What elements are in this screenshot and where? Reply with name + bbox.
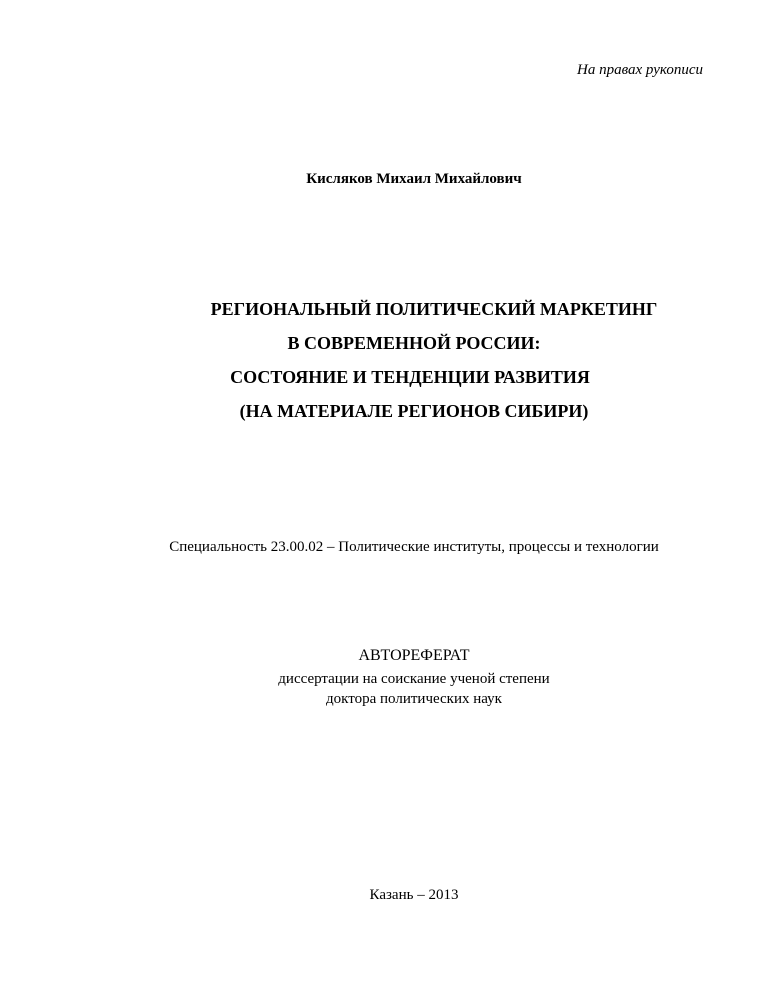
manuscript-note: На правах рукописи bbox=[577, 62, 703, 78]
title-line-2: В СОВРЕМЕННОЙ РОССИИ: bbox=[287, 333, 541, 353]
academic-degree: доктора политических наук bbox=[326, 691, 502, 707]
title-line-3: СОСТОЯНИЕ И ТЕНДЕНЦИИ РАЗВИТИЯ bbox=[230, 367, 590, 387]
title-line-1: РЕГИОНАЛЬНЫЙ ПОЛИТИЧЕСКИЙ МАРКЕТИНГ bbox=[210, 299, 658, 319]
place-and-year: Казань – 2013 bbox=[369, 887, 459, 903]
document-type: АВТОРЕФЕРАТ bbox=[358, 647, 470, 664]
dissertation-purpose: диссертации на соискание ученой степени bbox=[278, 671, 550, 687]
author-name: Кисляков Михаил Михайлович bbox=[306, 171, 522, 187]
specialty-line: Специальность 23.00.02 – Политические институты, процессы и технологии bbox=[169, 539, 659, 555]
title-line-4: (НА МАТЕРИАЛЕ РЕГИОНОВ СИБИРИ) bbox=[239, 401, 589, 421]
